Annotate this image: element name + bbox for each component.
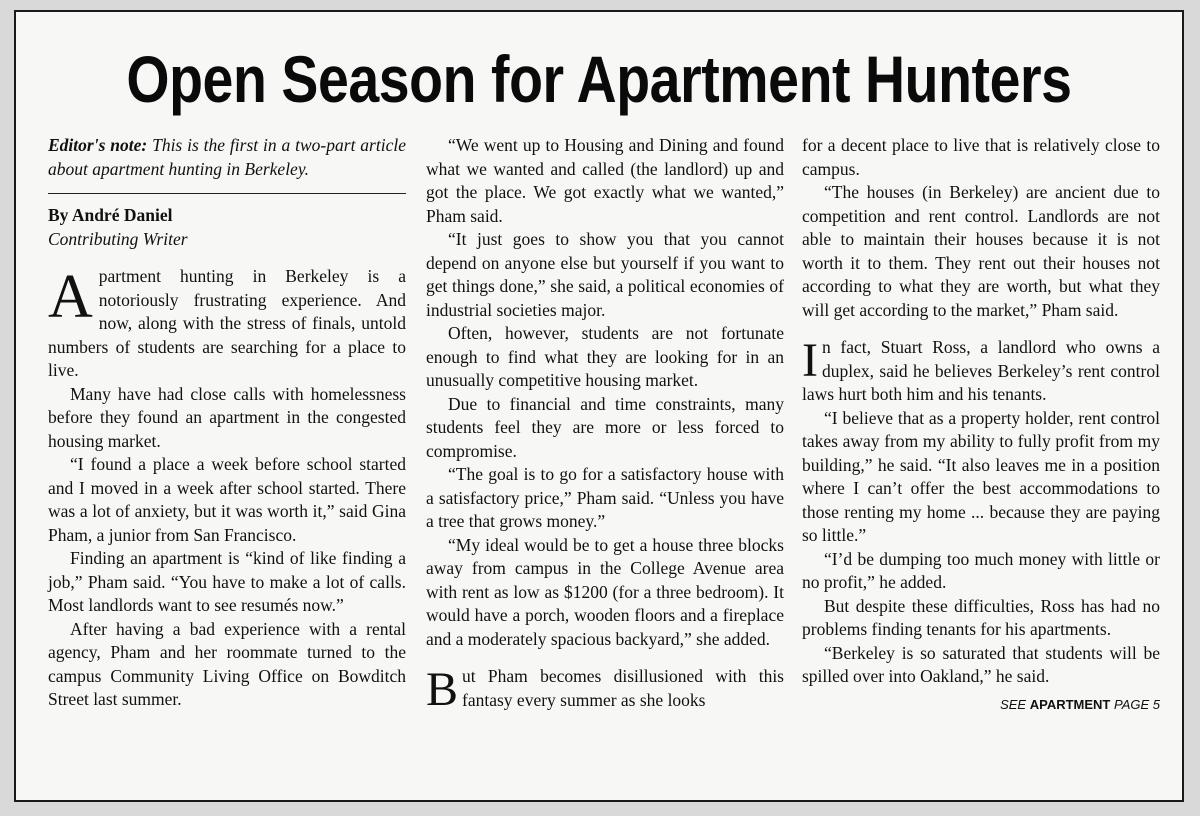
lead-text: partment hunting in Berkeley is a notoriously frustrating experience. And now, along with the stress of finals, untold numbers of students are searching for a place to live. — [48, 266, 406, 380]
paragraph: Finding an apartment is “kind of like finding a job,” Pham said. “You have to make a lot of calls. Most landlords want to see resumés now.” — [48, 548, 406, 615]
jump-page: PAGE 5 — [1113, 696, 1160, 712]
section-text: n fact, Stuart Ross, a landlord who owns a duplex, said he believes Berkeley’s rent control laws hurt both him and his tenants. — [802, 337, 1160, 404]
section-paragraph — [426, 663, 784, 716]
paragraph: Due to financial and time constraints, many students feel they are more or less forced to compromise. — [426, 393, 784, 461]
paragraph: Often, however, students are not fortunate enough to find what they are looking for in an unusually competitive housing market. — [426, 323, 784, 390]
paragraph: “The houses (in Berkeley) are ancient due to competition and rent control. Landlords are not able to maintain their houses because it is not worth it to them. They rent out their houses not according to what they are worth, but what they will get according to the market,” Pham said. — [802, 182, 1160, 320]
paragraph: Many have had close calls with homelessness before they found an apartment in the congested housing market. — [48, 383, 406, 451]
paragraph: “The goal is to go for a satisfactory house with a satisfactory price,” Pham said. “Unless you have a tree that grows money.” — [426, 464, 784, 531]
editors-note-text: This is the first in a two-part article about apartment hunting in Berkeley. — [48, 135, 406, 179]
column-3 — [802, 134, 1160, 789]
section-gap — [426, 651, 784, 665]
section-text: ut Pham becomes disillusioned with this fantasy every summer as she looks — [462, 666, 784, 710]
column-1 — [48, 134, 406, 789]
byline-divider — [48, 193, 406, 194]
newspaper-clipping — [14, 10, 1184, 802]
byline-author: By André Daniel — [48, 205, 173, 225]
jump-see: SEE — [1000, 696, 1027, 712]
continuation-jump — [802, 693, 1160, 717]
paragraph: “We went up to Housing and Dining and found what we wanted and called (the landlord) up and got the place. We got exactly what we wanted,” Pham said. — [426, 135, 784, 226]
drop-cap: A — [48, 263, 93, 331]
column-2 — [426, 134, 784, 789]
paragraph: “My ideal would be to get a house three blocks away from campus in the College Avenue area with rent as low as $1200 (for a three bedroom). It would have a porch, wooden floors and a fireplace and a moderately spacious backyard,” she added. — [426, 534, 784, 649]
section-paragraph — [802, 336, 1160, 407]
drop-cap: I — [802, 334, 818, 387]
headline: Open Season for Apartment Hunters — [126, 42, 1072, 116]
lead-paragraph — [48, 265, 406, 383]
editors-note — [48, 134, 406, 181]
paragraph: “I’d be dumping too much money with little or no profit,” he added. — [802, 548, 1160, 592]
drop-cap: B — [426, 663, 459, 716]
jump-word: APARTMENT — [1029, 696, 1111, 712]
paragraph: After having a bad experience with a rental agency, Pham and her roommate turned to the campus Community Living Office on Bowditch Street last summer. — [48, 618, 406, 709]
section-gap — [802, 322, 1160, 336]
byline-role: Contributing Writer — [48, 228, 188, 249]
paragraph: “It just goes to show you that you cannot depend on anyone else but yourself if you want to get things done,” she said, a political economies of industrial societies major. — [426, 229, 784, 320]
paragraph: “I found a place a week before school started and I moved in a week after school started. There was a lot of anxiety, but it was worth it,” said Gina Pham, a junior from San Francisco. — [48, 454, 406, 545]
paragraph: “I believe that as a property holder, rent control takes away from my ability to fully profit from my building,” he said. “It also leaves me in a position where I can’t offer the best accommodations to those renting my home ... because they are paying so little.” — [802, 407, 1160, 545]
editors-note-label: Editor's note: — [48, 135, 148, 155]
paragraph: But despite these difficulties, Ross has had no problems finding tenants for his apartments. — [802, 595, 1160, 639]
paragraph: for a decent place to live that is relatively close to campus. — [802, 135, 1160, 179]
paragraph: “Berkeley is so saturated that students will be spilled over into Oakland,” he said. — [802, 642, 1160, 686]
